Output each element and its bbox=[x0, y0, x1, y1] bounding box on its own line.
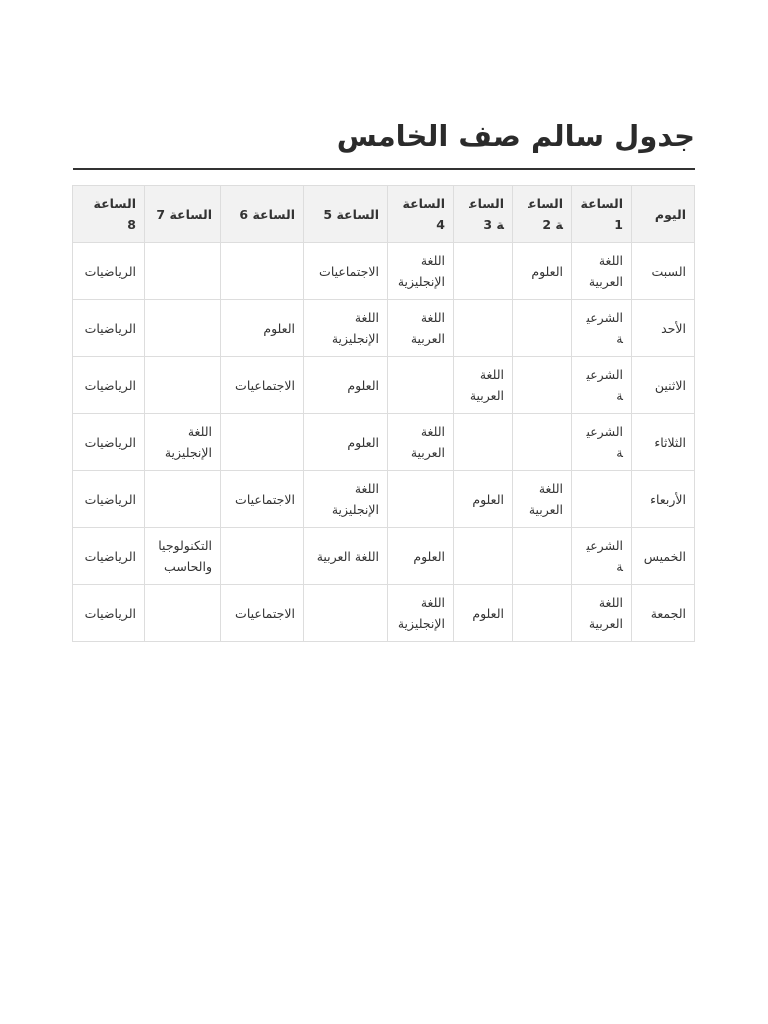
table-cell: الاجتماعيات bbox=[304, 243, 388, 300]
day-cell: السبت bbox=[632, 243, 695, 300]
header-day: اليوم bbox=[632, 186, 695, 243]
table-cell: الرياضيات bbox=[73, 471, 145, 528]
table-cell: الاجتماعيات bbox=[221, 585, 304, 642]
header-hour-3: الساعة 3 bbox=[454, 186, 513, 243]
table-cell: العلوم bbox=[221, 300, 304, 357]
table-cell: الشرعية bbox=[572, 414, 632, 471]
table-cell: الرياضيات bbox=[73, 585, 145, 642]
table-row bbox=[73, 414, 695, 471]
table-cell: العلوم bbox=[454, 585, 513, 642]
table-cell bbox=[221, 528, 304, 585]
table-cell bbox=[145, 585, 221, 642]
header-hour-7: الساعة 7 bbox=[145, 186, 221, 243]
table-cell: اللغة العربية bbox=[454, 357, 513, 414]
table-cell: الرياضيات bbox=[73, 243, 145, 300]
table-cell: الشرعية bbox=[572, 528, 632, 585]
table-cell: العلوم bbox=[388, 528, 454, 585]
table-cell: الرياضيات bbox=[73, 528, 145, 585]
table-cell bbox=[513, 585, 572, 642]
table-cell: اللغة العربية bbox=[572, 243, 632, 300]
header-hour-6: الساعة 6 bbox=[221, 186, 304, 243]
table-cell bbox=[388, 471, 454, 528]
page-title: جدول سالم صف الخامس bbox=[336, 119, 695, 153]
table-cell: اللغة الإنجليزية bbox=[388, 585, 454, 642]
table-cell: الاجتماعيات bbox=[221, 471, 304, 528]
day-cell: الخميس bbox=[632, 528, 695, 585]
day-cell: الأحد bbox=[632, 300, 695, 357]
title-divider bbox=[73, 168, 695, 170]
table-cell: اللغة العربية bbox=[388, 300, 454, 357]
table-cell bbox=[513, 414, 572, 471]
header-hour-4: الساعة 4 bbox=[388, 186, 454, 243]
table-cell bbox=[145, 300, 221, 357]
table-cell bbox=[454, 300, 513, 357]
table-cell: اللغة العربية bbox=[304, 528, 388, 585]
table-cell: اللغة الإنجليزية bbox=[304, 471, 388, 528]
table-cell bbox=[145, 471, 221, 528]
table-row bbox=[73, 471, 695, 528]
table-cell bbox=[572, 471, 632, 528]
table-cell: الاجتماعيات bbox=[221, 357, 304, 414]
header-hour-2: الساعة 2 bbox=[513, 186, 572, 243]
table-cell bbox=[513, 357, 572, 414]
header-hour-5: الساعة 5 bbox=[304, 186, 388, 243]
table-cell bbox=[513, 528, 572, 585]
header-hour-1: الساعة 1 bbox=[572, 186, 632, 243]
table-cell: العلوم bbox=[304, 414, 388, 471]
table-cell: العلوم bbox=[304, 357, 388, 414]
day-cell: الثلاثاء bbox=[632, 414, 695, 471]
table-cell: العلوم bbox=[454, 471, 513, 528]
table-cell bbox=[304, 585, 388, 642]
table-cell bbox=[145, 357, 221, 414]
day-cell: الجمعة bbox=[632, 585, 695, 642]
table-cell: العلوم bbox=[513, 243, 572, 300]
table-cell bbox=[513, 300, 572, 357]
table-cell: اللغة الإنجليزية bbox=[304, 300, 388, 357]
schedule-table bbox=[72, 185, 695, 642]
table-cell: اللغة العربية bbox=[388, 414, 454, 471]
table-cell bbox=[221, 243, 304, 300]
table-cell: اللغة العربية bbox=[513, 471, 572, 528]
table-cell: اللغة الإنجليزية bbox=[388, 243, 454, 300]
table-row bbox=[73, 300, 695, 357]
table-header-row bbox=[73, 186, 695, 243]
table-cell bbox=[454, 243, 513, 300]
day-cell: الأربعاء bbox=[632, 471, 695, 528]
table-cell bbox=[454, 528, 513, 585]
table-cell: التكنولوجيا والحاسب bbox=[145, 528, 221, 585]
table-row bbox=[73, 585, 695, 642]
schedule-page bbox=[73, 0, 695, 642]
table-cell: الرياضيات bbox=[73, 414, 145, 471]
table-cell: الشرعية bbox=[572, 357, 632, 414]
table-row bbox=[73, 357, 695, 414]
table-cell bbox=[388, 357, 454, 414]
table-cell bbox=[454, 414, 513, 471]
table-cell: اللغة الإنجليزية bbox=[145, 414, 221, 471]
header-hour-8: الساعة 8 bbox=[73, 186, 145, 243]
day-cell: الاثنين bbox=[632, 357, 695, 414]
table-row bbox=[73, 528, 695, 585]
table-cell bbox=[145, 243, 221, 300]
table-cell: اللغة العربية bbox=[572, 585, 632, 642]
table-cell bbox=[221, 414, 304, 471]
table-cell: الرياضيات bbox=[73, 357, 145, 414]
table-cell: الرياضيات bbox=[73, 300, 145, 357]
table-row bbox=[73, 243, 695, 300]
table-cell: الشرعية bbox=[572, 300, 632, 357]
